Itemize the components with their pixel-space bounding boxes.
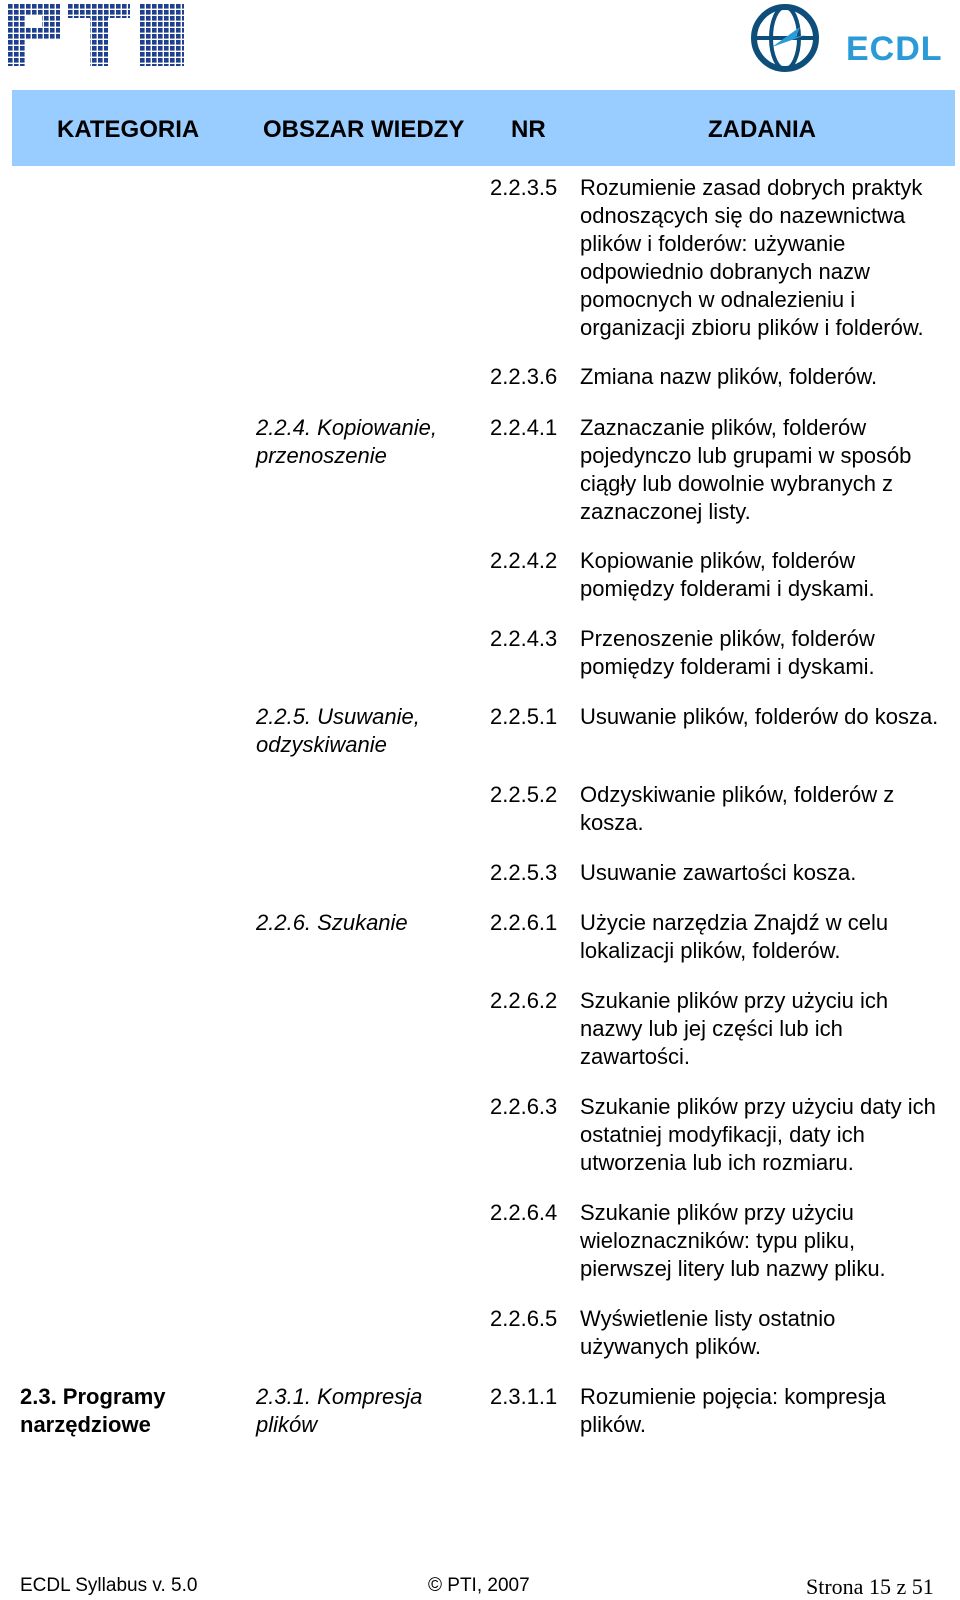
task-text: Rozumienie zasad dobrych praktyk odnoszących się do nazewnictwa plików i folderów: używanie odpowiednio dobranych nazw pomocnych w odnalezieniu i organizacji zbioru plików i folderów. bbox=[580, 175, 924, 340]
task-number: 2.2.6.2 bbox=[490, 988, 558, 1013]
header-kategoria: KATEGORIA bbox=[57, 116, 200, 143]
area-label: 2.2.4. Kopiowanie, przenoszenie bbox=[256, 415, 438, 468]
task-number: 2.2.5.2 bbox=[490, 782, 558, 807]
task-number: 2.2.5.1 bbox=[490, 704, 558, 729]
area-label: 2.3.1. Kompresja plików bbox=[256, 1384, 423, 1437]
task-number: 2.3.1.1 bbox=[490, 1384, 558, 1409]
task-text: Szukanie plików przy użyciu ich nazwy lub jej części lub ich zawartości. bbox=[580, 988, 889, 1069]
ecdl-globe-logo bbox=[750, 3, 820, 73]
task-text: Usuwanie plików, folderów do kosza. bbox=[580, 704, 939, 729]
task-text: Zmiana nazw plików, folderów. bbox=[580, 364, 878, 389]
header-zadania: ZADANIA bbox=[708, 116, 816, 143]
task-text: Przenoszenie plików, folderów pomiędzy folderami i dyskami. bbox=[580, 626, 875, 679]
pti-logo bbox=[8, 4, 184, 66]
footer-syllabus: ECDL Syllabus v. 5.0 bbox=[20, 1575, 198, 1596]
header-obszar-wiedzy: OBSZAR WIEDZY bbox=[263, 116, 465, 143]
task-text: Wyświetlenie listy ostatnio używanych plików. bbox=[580, 1306, 836, 1359]
task-number: 2.2.6.3 bbox=[490, 1094, 558, 1119]
category-label: 2.3. Programy narzędziowe bbox=[20, 1384, 166, 1437]
task-number: 2.2.6.1 bbox=[490, 910, 558, 935]
task-number: 2.2.4.3 bbox=[490, 626, 558, 651]
task-number: 2.2.4.1 bbox=[490, 415, 558, 440]
task-number: 2.2.4.2 bbox=[490, 548, 558, 573]
footer-copyright: © PTI, 2007 bbox=[428, 1575, 530, 1596]
area-label: 2.2.5. Usuwanie, odzyskiwanie bbox=[256, 704, 420, 757]
task-number: 2.2.3.6 bbox=[490, 364, 558, 389]
task-number: 2.2.6.5 bbox=[490, 1306, 558, 1331]
task-text: Szukanie plików przy użyciu daty ich ostatniej modyfikacji, daty ich utworzenia lub ich rozmiaru. bbox=[580, 1094, 936, 1175]
header-nr: NR bbox=[511, 116, 546, 143]
task-text: Użycie narzędzia Znajdź w celu lokalizacji plików, folderów. bbox=[580, 910, 889, 963]
task-text: Kopiowanie plików, folderów pomiędzy folderami i dyskami. bbox=[580, 548, 875, 601]
task-text: Usuwanie zawartości kosza. bbox=[580, 860, 857, 885]
task-number: 2.2.3.5 bbox=[490, 175, 558, 200]
footer-page-number: Strona 15 z 51 bbox=[806, 1574, 934, 1599]
task-text: Odzyskiwanie plików, folderów z kosza. bbox=[580, 782, 895, 835]
task-text: Zaznaczanie plików, folderów pojedynczo lub grupami w sposób ciągły lub dowolnie wybranych z zaznaczonej listy. bbox=[580, 415, 912, 524]
ecdl-logo-text: ECDL bbox=[846, 30, 943, 68]
task-number: 2.2.6.4 bbox=[490, 1200, 558, 1225]
task-text: Rozumienie pojęcia: kompresja plików. bbox=[580, 1384, 886, 1437]
area-label: 2.2.6. Szukanie bbox=[256, 910, 408, 935]
task-number: 2.2.5.3 bbox=[490, 860, 558, 885]
task-text: Szukanie plików przy użyciu wieloznaczników: typu pliku, pierwszej litery lub nazwy pliku. bbox=[580, 1200, 886, 1281]
table-header bbox=[12, 90, 955, 166]
